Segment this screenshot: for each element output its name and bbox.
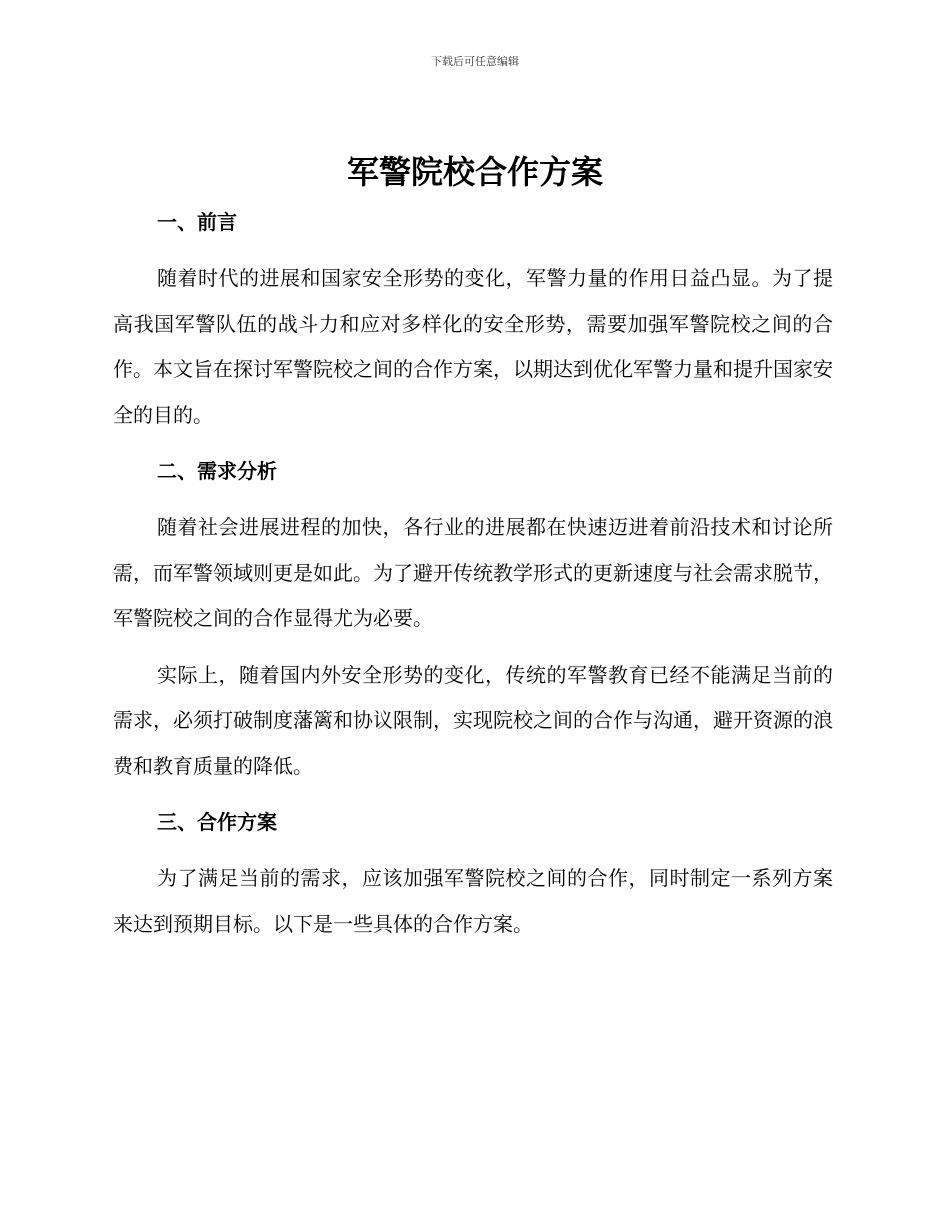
paragraph-needs-analysis-1: 随着社会进展进程的加快，各行业的进展都在快速迈进着前沿技术和讨论所需，而军警领域则更是如此。为了避开传统教学形式的更新速度与社会需求脱节，军警院校之间的合作显得尤为必要。 (113, 515, 833, 630)
document-title: 军警院校合作方案 (346, 153, 603, 191)
section-heading-cooperation-plan: 三、合作方案 (157, 810, 277, 834)
paragraph-cooperation-plan: 为了满足当前的需求，应该加强军警院校之间的合作，同时制定一系列方案来达到预期目标。以下是一些具体的合作方案。 (113, 866, 833, 936)
document-body (113, 200, 833, 947)
paragraph-preface: 随着时代的进展和国家安全形势的变化，军警力量的作用日益凸显。为了提高我国军警队伍的战斗力和应对多样化的安全形势，需要加强军警院校之间的合作。本文旨在探讨军警院校之间的合作方案，以期达到优化军警力量和提升国家安全的目的。 (113, 266, 833, 427)
header-note: 下载后可任意编辑 (431, 55, 519, 68)
paragraph-needs-analysis-2: 实际上，随着国内外安全形势的变化，传统的军警教育已经不能满足当前的需求，必须打破制度藩篱和协议限制，实现院校之间的合作与沟通，避开资源的浪费和教育质量的降低。 (113, 662, 833, 778)
section-heading-needs-analysis: 二、需求分析 (157, 459, 277, 483)
section-heading-preface: 一、前言 (157, 210, 237, 234)
